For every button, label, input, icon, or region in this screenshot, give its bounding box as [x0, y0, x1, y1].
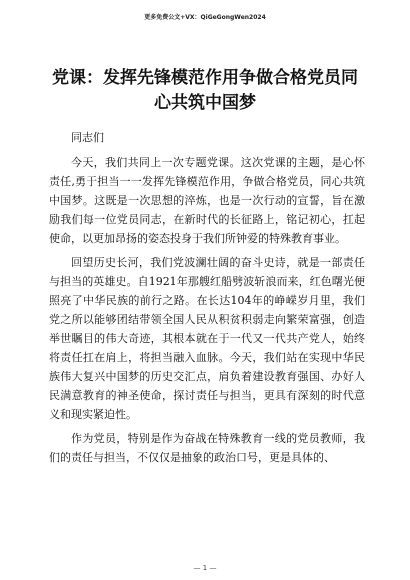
page-header: 更多免费公文+VX：QiGeGongWen2024: [144, 14, 266, 21]
paragraph-3: 作为党员，特别是作为奋战在特殊教育一线的党员教师，我们的责任与担当，不仅仅是抽象的政治口号，更是具体的、: [49, 432, 365, 464]
page-number: — 1 —: [193, 564, 217, 572]
paragraph-2: 回望历史长河，我们党波澜壮阔的奋斗史诗，就是一部责任与担当的英雄史。自1921年那艘红船劈波斩浪而来，红色曙光便照亮了中华民族的前行之路。在长达104年的峥嵘岁月里，我们党之所以能够团结带领全国人民从积贫积弱走向繁荣富强，创造举世瞩目的伟大奇迹，其根本就在于一代又一代共产党人，始终将责任扛在肩上，将担当融入血脉。今天，我们站在实现中华民族伟大复兴中国梦的历史交汇点，肩负着建设教育强国、办好人民满意教育的神圣使命，探讨责任与担当，更具有深刻的时代意义和现实紧迫性。: [49, 256, 365, 421]
salutation: 同志们: [71, 131, 104, 144]
document-title: 党课：发挥先锋模范作用争做合格党员同心共筑中国梦: [52, 68, 358, 113]
document-body: [49, 128, 365, 467]
paragraph-1: 今天，我们共同上一次专题党课。这次党课的主题，是心怀责任,勇于担当一一发挥先锋模范作用，争做合格党员，同心共筑中国梦。这既是一次思想的淬炼，也是一次行动的宣誓，旨在激励我们每一位党员同志，在新时代的长征路上，铭记初心，扛起使命，以更加昂扬的姿态投身于我们所钟爱的特殊教育事业。: [49, 156, 365, 245]
